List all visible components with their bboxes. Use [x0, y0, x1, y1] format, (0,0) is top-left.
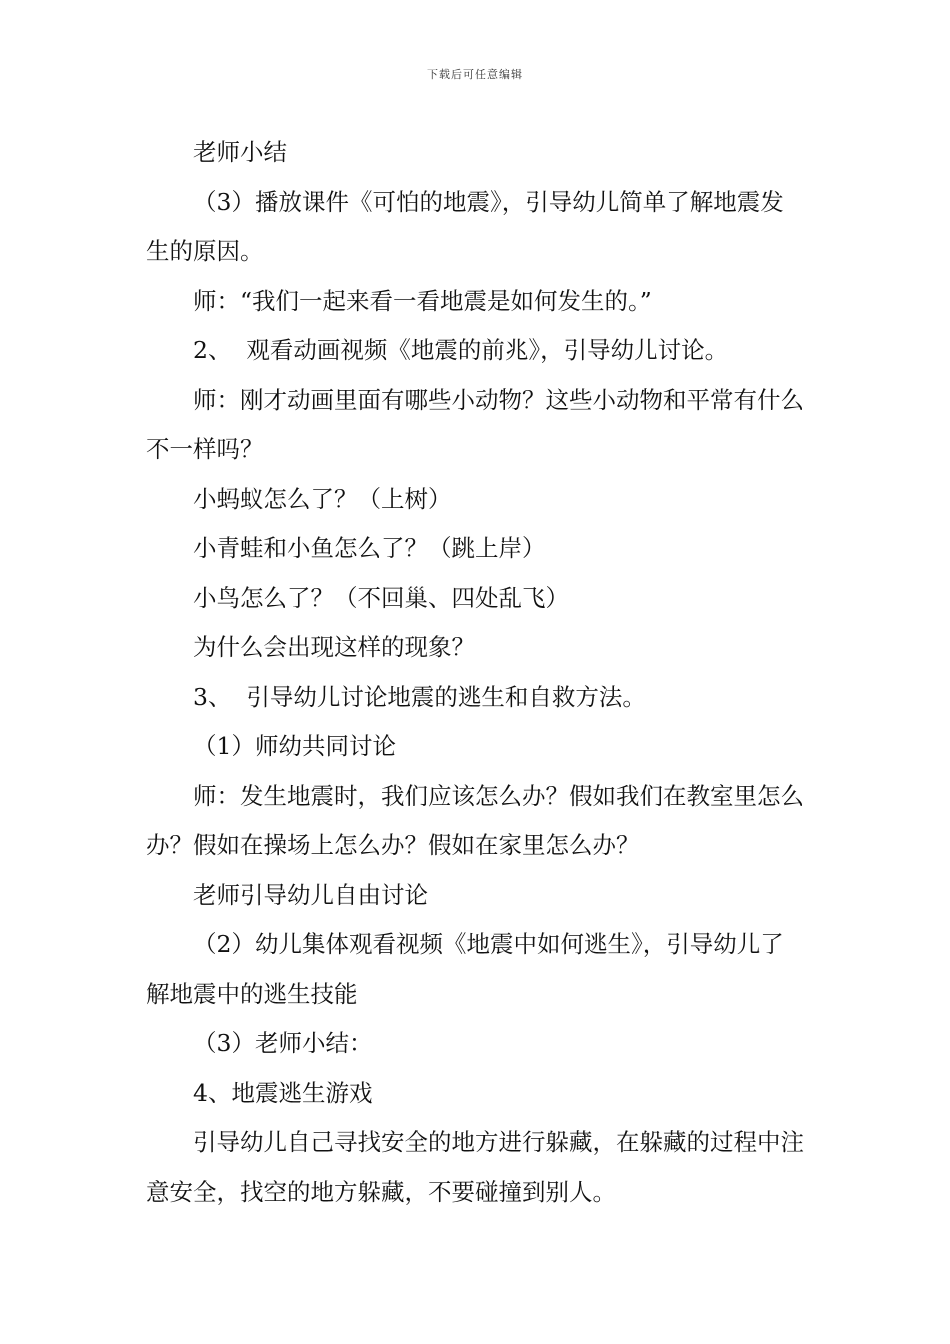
page-header: 下载后可任意编辑 [427, 68, 523, 81]
document-body [146, 128, 806, 1217]
paragraph: 3、 引导幼儿讨论地震的逃生和自救方法。 [193, 682, 646, 711]
paragraph: 2、 观看动画视频《地震的前兆》，引导幼儿讨论。 [193, 336, 729, 364]
paragraph: （2）幼儿集体观看视频《地震中如何逃生》，引导幼儿了解地震中的逃生技能 [146, 930, 784, 1008]
paragraph: （3）播放课件《可怕的地震》，引导幼儿简单了解地震发生的原因。 [146, 187, 784, 265]
paragraph: 老师小结 [193, 138, 287, 166]
paragraph: 师：“我们一起来看一看地震是如何发生的。” [193, 286, 652, 315]
paragraph: 师：发生地震时，我们应该怎么办？假如我们在教室里怎么办？假如在操场上怎么办？假如在家里怎么办？ [146, 781, 804, 859]
paragraph: 引导幼儿自己寻找安全的地方进行躲藏，在躲藏的过程中注意安全，找空的地方躲藏，不要碰撞到别人。 [146, 1128, 804, 1206]
paragraph: （1）师幼共同讨论 [193, 732, 396, 760]
paragraph: 小青蛙和小鱼怎么了？（跳上岸） [193, 534, 546, 562]
paragraph: 师：刚才动画里面有哪些小动物？这些小动物和平常有什么不一样吗？ [146, 385, 804, 463]
paragraph: （3）老师小结： [193, 1029, 373, 1057]
paragraph: 4、地震逃生游戏 [193, 1078, 373, 1107]
paragraph: 小蚂蚁怎么了？（上树） [193, 484, 452, 513]
paragraph: 为什么会出现这样的现象？ [193, 633, 475, 661]
paragraph: 小鸟怎么了？（不回巢、四处乱飞） [193, 583, 569, 612]
paragraph: 老师引导幼儿自由讨论 [193, 880, 428, 909]
